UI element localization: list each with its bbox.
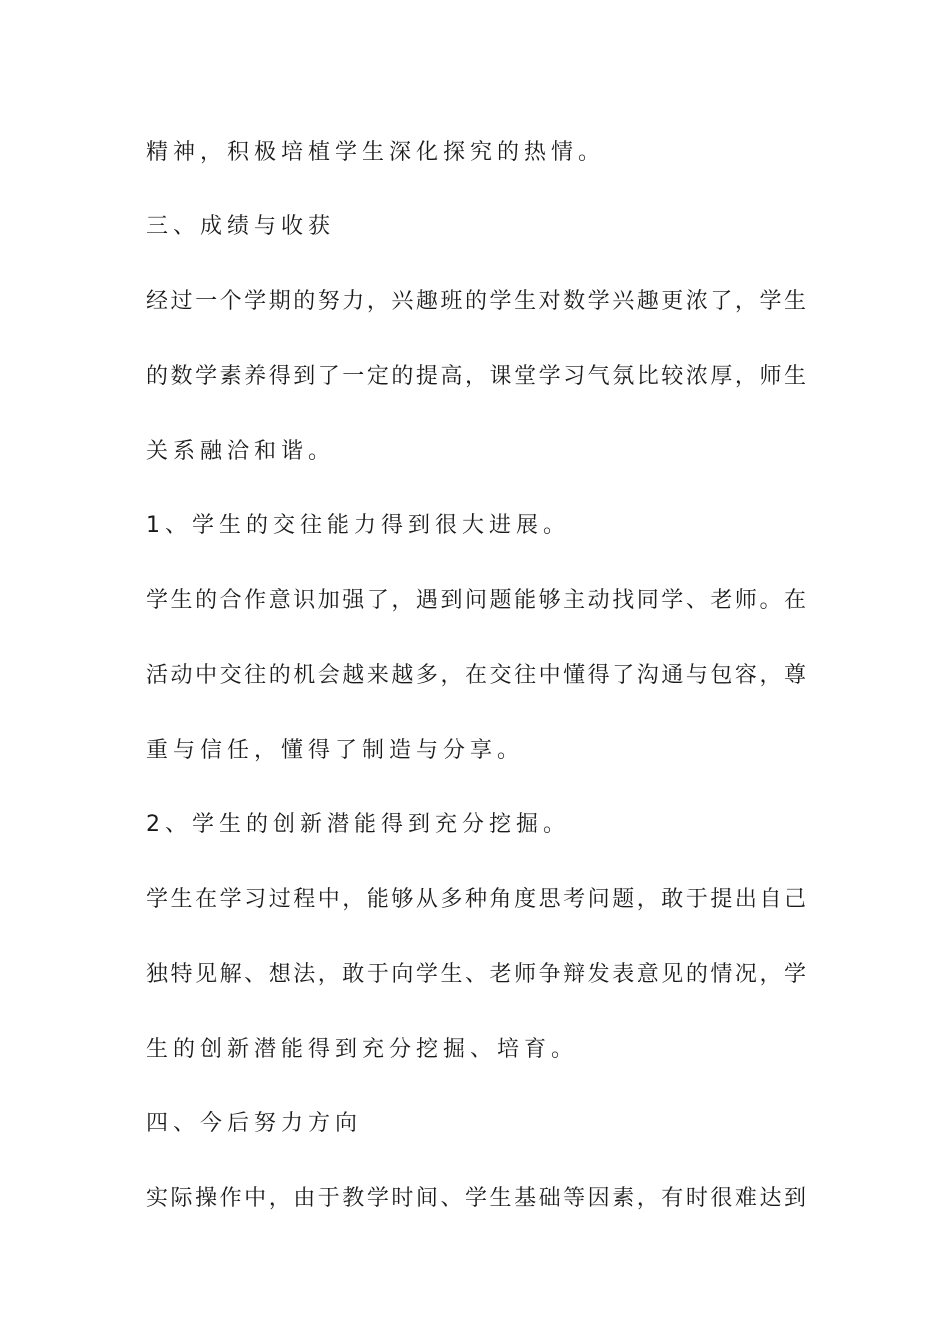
paragraph-line: 的数学素养得到了一定的提高，课堂学习气氛比较浓厚，师生 <box>146 364 806 389</box>
section-heading: 三、成绩与收获 <box>146 214 336 239</box>
paragraph-line: 生的创新潜能得到充分挖掘、培育。 <box>146 1037 579 1062</box>
paragraph-line: 学生的合作意识加强了，遇到问题能够主动找同学、老师。在 <box>146 588 806 613</box>
paragraph-line: 学生在学习过程中，能够从多种角度思考问题，敢于提出自己 <box>146 887 806 912</box>
paragraph-line: 活动中交往的机会越来越多，在交往中懂得了沟通与包容，尊 <box>146 663 806 688</box>
subheading: 1、学生的交往能力得到很大进展。 <box>146 513 570 538</box>
paragraph-line: 实际操作中，由于教学时间、学生基础等因素，有时很难达到 <box>146 1186 806 1211</box>
paragraph-line: 经过一个学期的努力，兴趣班的学生对数学兴趣更浓了，学生 <box>146 289 806 314</box>
paragraph-line: 独特见解、想法，敢于向学生、老师争辩发表意见的情况，学 <box>146 962 806 987</box>
section-heading: 四、今后努力方向 <box>146 1111 363 1136</box>
subheading: 2、学生的创新潜能得到充分挖掘。 <box>146 812 570 837</box>
paragraph-line: 精神，积极培植学生深化探究的热情。 <box>146 140 606 165</box>
paragraph-line: 关系融洽和谐。 <box>146 439 336 464</box>
paragraph-line: 重与信任，懂得了制造与分享。 <box>146 738 525 763</box>
